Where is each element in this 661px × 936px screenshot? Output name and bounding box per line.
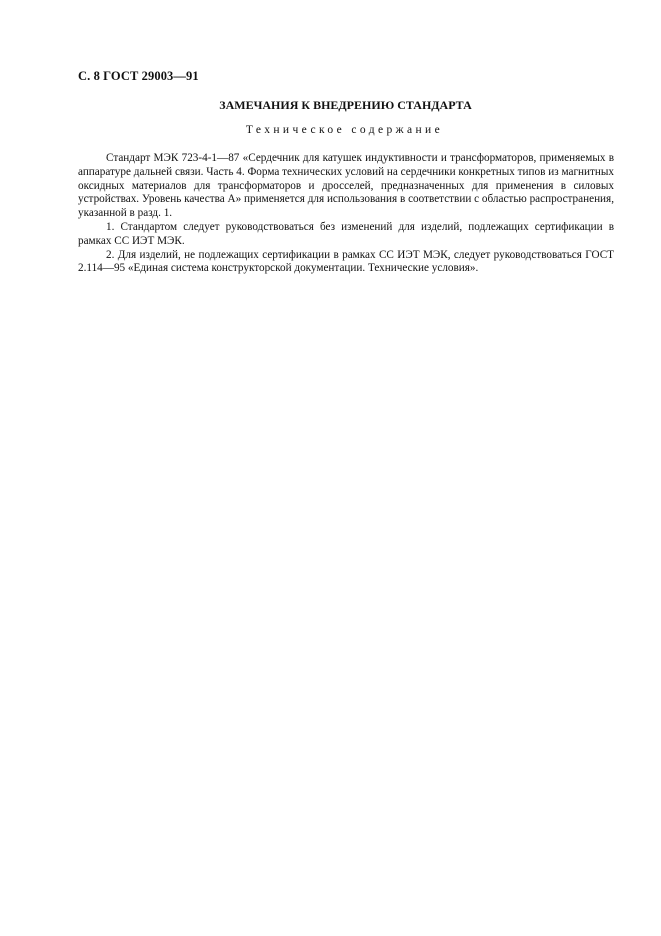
body-text: [78, 152, 614, 276]
paragraph-intro: Стандарт МЭК 723-4-1—87 «Сердечник для катушек индуктивности и трансформаторов, применяемых в аппаратуре дальней связи. Часть 4. Форма технических условий на сердечники конкретных типов из магнитных оксидных материалов для трансформаторов и дросселей, предназначенных для применения в силовых устройствах. Уровень качества А» применяется для использования в соответствии с областью распространения, указанной в разд. 1.: [78, 152, 614, 220]
paragraph-item-2: 2. Для изделий, не подлежащих сертификации в рамках СС ИЭТ МЭК, следует руководствоваться ГОСТ 2.114—95 «Единая система конструкторской документации. Технические условия».: [78, 248, 614, 275]
section-title: ЗАМЕЧАНИЯ К ВНЕДРЕНИЮ СТАНДАРТА: [219, 98, 472, 112]
section-subtitle: Техническое содержание: [245, 124, 444, 136]
paragraph-item-1: 1. Стандартом следует руководствоваться без изменений для изделий, подлежащих сертификации в рамках СС ИЭТ МЭК.: [78, 220, 614, 247]
page-header: С. 8 ГОСТ 29003—91: [78, 69, 199, 83]
